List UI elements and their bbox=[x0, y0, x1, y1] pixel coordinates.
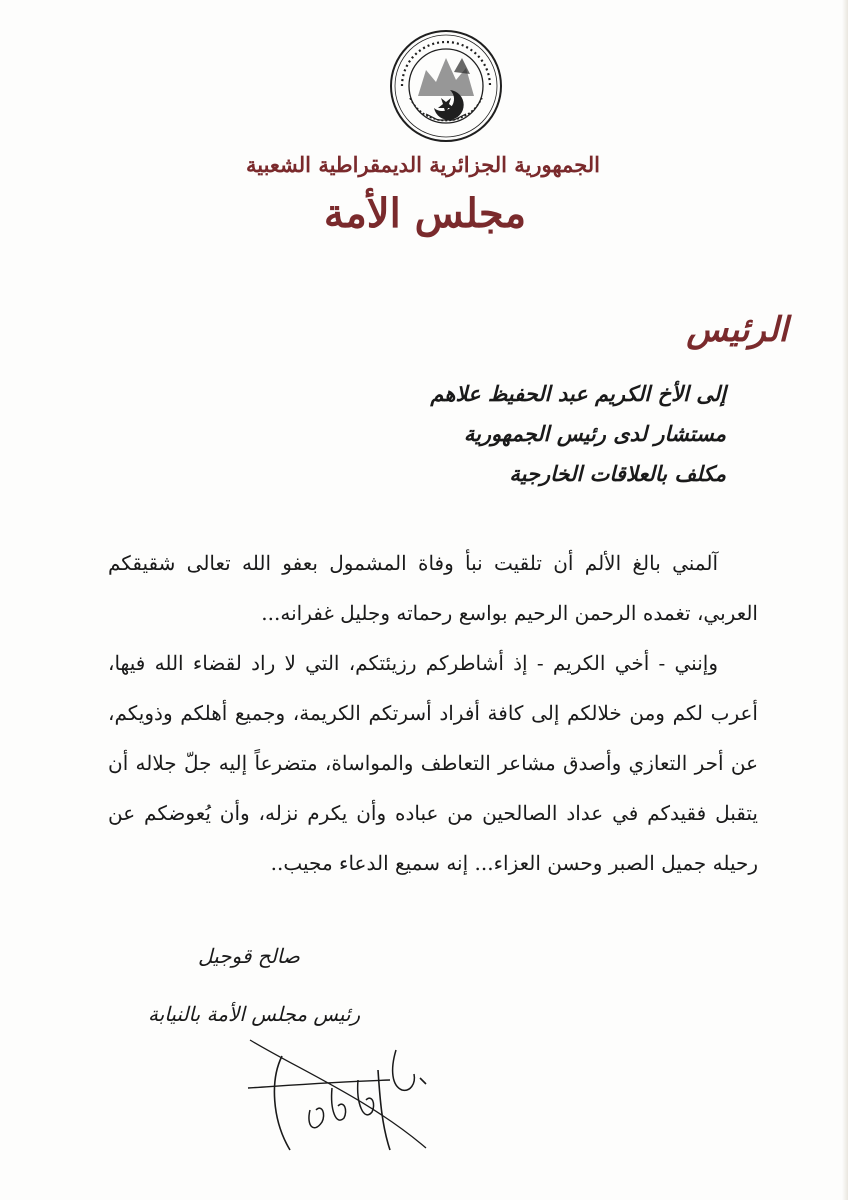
recipient-position: مستشار لدى رئيس الجمهورية bbox=[463, 421, 726, 446]
signatory-name: صالح قوجيل bbox=[198, 944, 300, 968]
handwritten-signature-icon bbox=[240, 1030, 440, 1160]
office-label: الرئيس bbox=[686, 310, 788, 350]
recipient-name: إلى الأخ الكريم عبد الحفيظ علاهم bbox=[430, 381, 726, 406]
signatory-title: رئيس مجلس الأمة بالنيابة bbox=[148, 1002, 361, 1026]
body-paragraph: وإنني - أخي الكريم - إذ أشاطركم رزيئتكم، التي لا راد لقضاء الله فيها، أعرب لكم ومن خلالكم إلى كافة أفراد أسرتكم الكريمة، وجميع أهلكم وذويكم، عن أحر التعازي وأصدق مشاعر التعاطف والمواساة، متضرعاً إليه جلّ جلاله أن يتقبل فقيدكم في عداد الصالحين من عباده وأن يكرم نزله، وأن يُعوضكم عن رحيله جميل الصبر وحسن العزاء... إنه سميع الدعاء مجيب.. bbox=[108, 651, 758, 875]
republic-title: الجمهورية الجزائرية الديمقراطية الشعبية bbox=[245, 152, 600, 177]
body-paragraph: آلمني بالغ الألم أن تلقيت نبأ وفاة المشمول بعفو الله تعالى شقيقكم العربي، تغمده الرحمن الرحيم بواسع رحماته وجليل غفرانه... bbox=[108, 551, 758, 625]
state-seal-icon bbox=[388, 28, 504, 144]
page-edge-shadow bbox=[842, 0, 848, 1200]
recipient-block bbox=[206, 374, 726, 494]
letter-body bbox=[108, 538, 758, 888]
council-title: مجلس الأمة bbox=[323, 190, 527, 237]
recipient-portfolio: مكلف بالعلاقات الخارجية bbox=[509, 461, 726, 486]
